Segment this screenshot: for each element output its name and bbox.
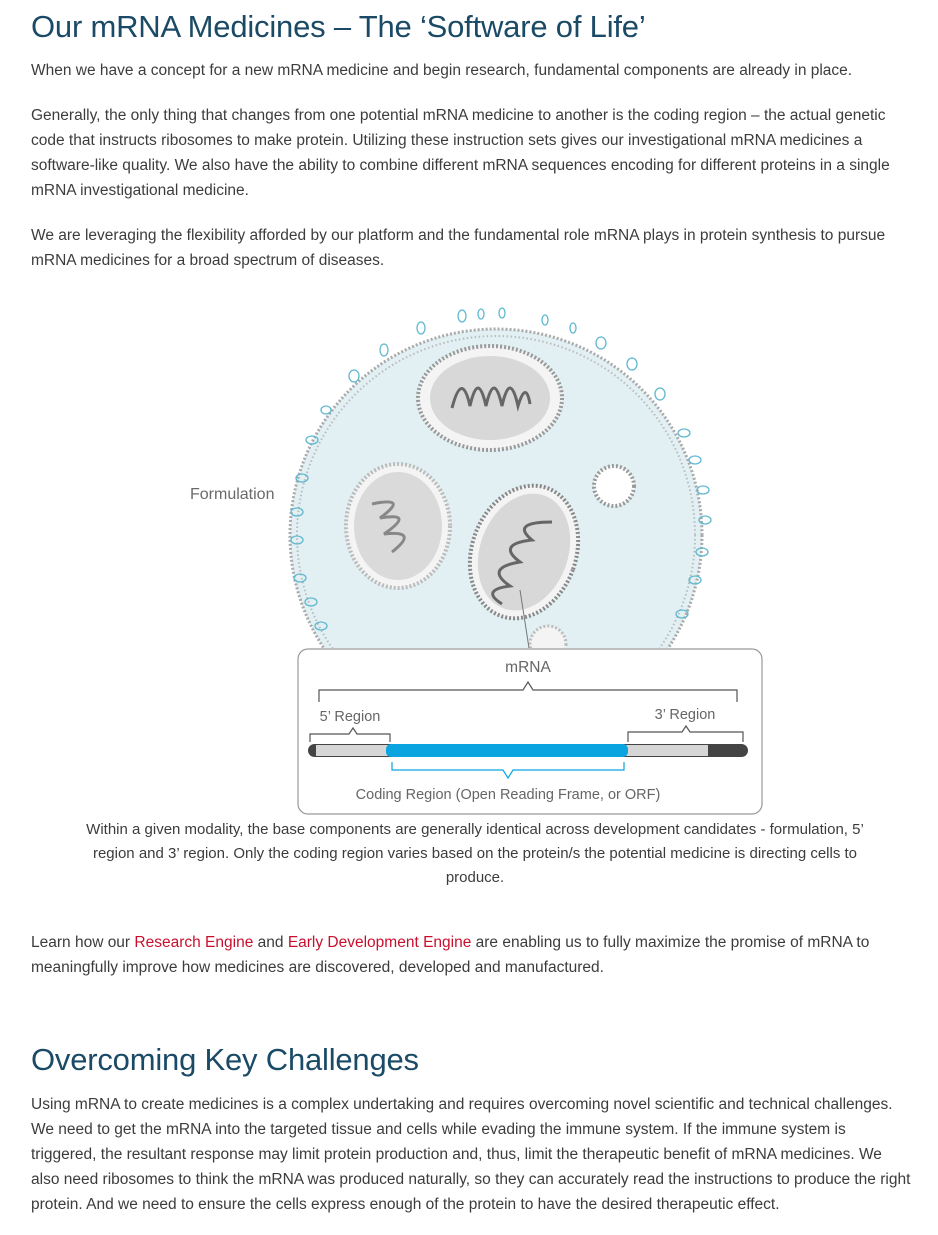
learn-text-pre: Learn how our: [31, 934, 135, 951]
mrna-strand: [308, 744, 748, 757]
small-vesicle: [594, 466, 634, 506]
five-prime-label: 5’ Region: [319, 709, 381, 725]
challenges-paragraph: Using mRNA to create medicines is a complex undertaking and requires overcoming novel scientific and technical challenges. We need to get the mRNA into the targeted tissue and cells while evading the immune system. If the immune system is triggered, the resultant response may limit protein production and, thus, limit the therapeutic benefit of mRNA medicines. We also need ribosomes to think the mRNA was produced naturally, so they can accurately read the instructions to produce the right protein. And we need to ensure the cells express enough of the protein to have the desired therapeutic effect.: [31, 1096, 911, 1213]
page-title: Our mRNA Medicines – The ‘Software of Life’: [31, 9, 646, 44]
learn-text-post: are enabling us to fully maximize the promise of mRNA to meaningfully improve how medicines are discovered, developed and manufactured.: [31, 934, 870, 976]
learn-paragraph: [31, 930, 911, 980]
early-development-engine-link[interactable]: Early Development Engine: [287, 934, 472, 951]
research-engine-link[interactable]: Research Engine: [134, 934, 254, 951]
coding-region-bar: [386, 744, 628, 757]
mrna-label: mRNA: [505, 659, 551, 676]
mrna-diagram: [180, 300, 780, 820]
intro-paragraph: When we have a concept for a new mRNA medicine and begin research, fundamental components are already in place.: [31, 62, 853, 79]
coding-region-label: Coding Region (Open Reading Frame, or ORF): [355, 787, 661, 803]
figure-caption: Within a given modality, the base components are generally identical across development candidates - formulation, 5’ region and 3’ region. Only the coding region varies based on the protein/s the potential medicine is directing cells to produce.: [86, 821, 864, 886]
three-prime-label: 3’ Region: [654, 707, 716, 723]
mrna-vesicle-top: [418, 346, 562, 450]
platform-paragraph: We are leveraging the flexibility afforded by our platform and the fundamental role mRNA plays in protein synthesis to pursue mRNA medicines for a broad spectrum of diseases.: [31, 227, 886, 269]
section-title-challenges: Overcoming Key Challenges: [31, 1042, 419, 1077]
mrna-vesicle-left: [346, 464, 450, 588]
learn-text-mid: and: [253, 934, 288, 951]
coding-region-paragraph: Generally, the only thing that changes from one potential mRNA medicine to another is the coding region – the actual genetic code that instructs ribosomes to make protein. Utilizing these instruction sets gives our investigational mRNA medicines a software-like quality. We also have the ability to combine different mRNA sequences encoding for different proteins in a single mRNA investigational medicine.: [31, 107, 890, 199]
formulation-label: Formulation: [190, 486, 275, 503]
